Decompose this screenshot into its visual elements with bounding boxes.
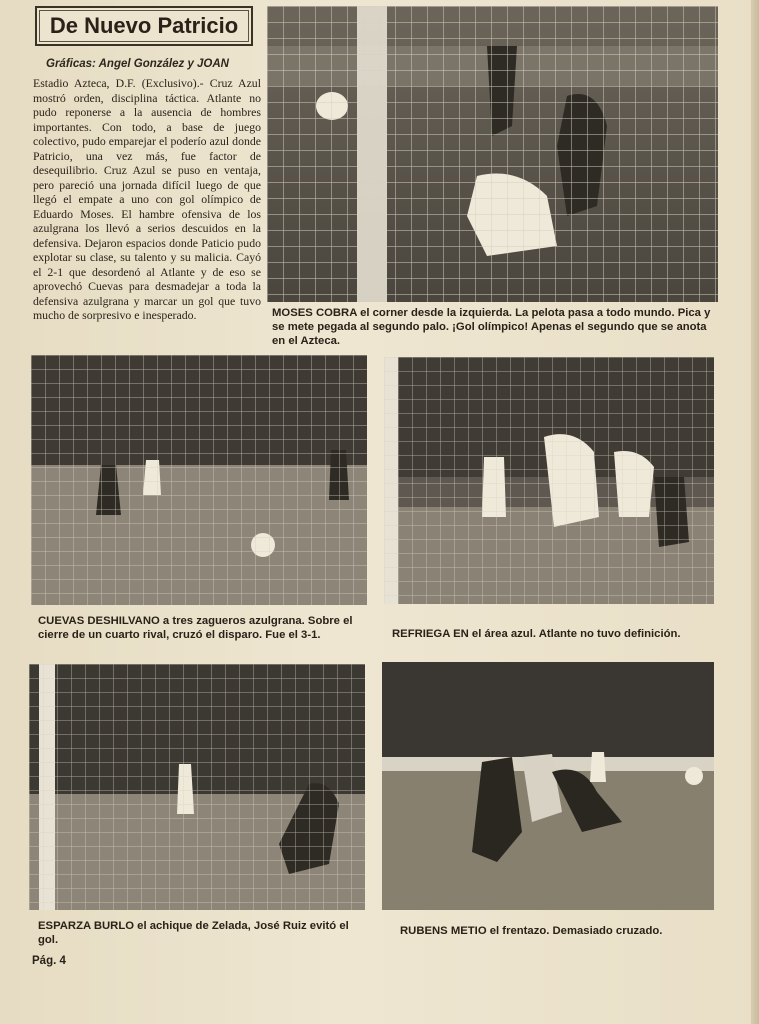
caption-photo-1: MOSES COBRA el corner desde la izquierda. La pelota pasa a todo mundo. Pica y se mete pegada al segundo palo. ¡Gol olímpico! Apenas el segundo que se anota en el Azteca. (272, 307, 711, 347)
photo-cuevas-shot (31, 355, 367, 605)
page-edge (751, 0, 759, 1024)
caption-photo-2: CUEVAS DESHILVANO a tres zagueros azulgrana. Sobre el cierre de un cuarto rival, cruzó el disparo. Fue el 3-1. (38, 615, 353, 641)
photo-esparza-chance (29, 664, 365, 910)
page-number: Pág. 4 (32, 955, 66, 967)
section-title: De Nuevo Patricio (39, 10, 249, 42)
photo-rubens-header (382, 662, 714, 910)
photo-credit-byline: Gráficas: Angel González y JOAN (46, 58, 229, 70)
section-title-box (35, 6, 253, 46)
article-body: Estadio Azteca, D.F. (Exclusivo).- Cruz Azul mostró orden, disciplina táctica. Atlante no pudo reponerse a la ausencia de hombres importantes. Con todo, a base de juego colectivo, pudo emparejar el poderío azul donde Patricio, una vez más, fue factor de desequilibrio. Cruz Azul se puso en ventaja, pero pareció una jornada difícil luego de que llegó el empate a uno con gol olímpico de Eduardo Moses. El hambre ofensiva de los azulgrana los llevó a serios descuidos en la defensiva. Dejaron espacios donde Paticio pudo explotar su clase, su talento y su malicia. Cayó el 2-1 que desordenó al Atlante y de eso se aprovechó Cuevas para desmadejar a toda la defensiva azulgrana y marcar un gol que tuvo mucho de sorpresivo e inesperado. (33, 76, 261, 322)
photo-olympic-goal (267, 6, 718, 302)
caption-photo-5: RUBENS METIO el frentazo. Demasiado cruzado. (400, 925, 663, 937)
caption-photo-4: ESPARZA BURLO el achique de Zelada, José Ruiz evitó el gol. (38, 920, 349, 946)
photo-area-scramble (384, 357, 714, 604)
caption-photo-3: REFRIEGA EN el área azul. Atlante no tuvo definición. (392, 628, 681, 640)
